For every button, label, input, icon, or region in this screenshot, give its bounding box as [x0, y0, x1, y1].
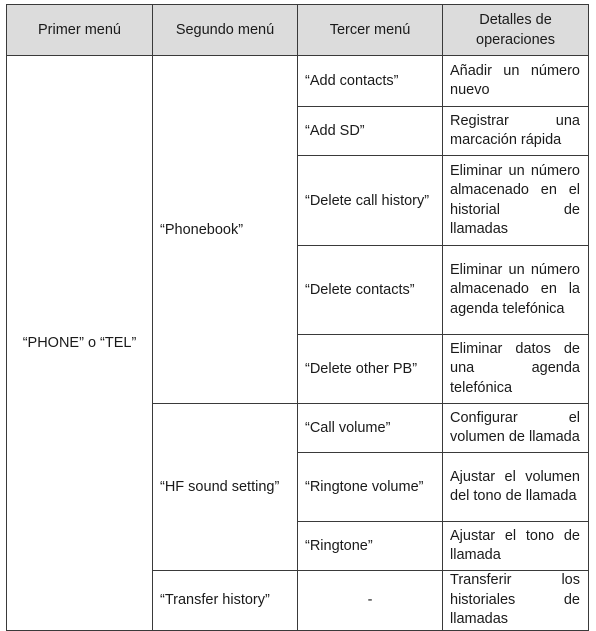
details-cell: Eliminar datos de una agenda telefónica: [443, 335, 589, 404]
details-cell: Ajustar el tono de llamada: [443, 522, 589, 571]
table-row: [7, 56, 589, 107]
third-menu-cell: “Ringtone volume”: [298, 453, 443, 522]
third-menu-cell: “Delete other PB”: [298, 335, 443, 404]
second-menu-cell: “Transfer history”: [153, 571, 298, 631]
details-cell: Eliminar un número almacenado en el historial de llamadas: [443, 156, 589, 246]
third-menu-cell: “Delete call history”: [298, 156, 443, 246]
details-cell: Añadir un número nuevo: [443, 56, 589, 107]
details-cell: Configurar el volumen de llamada: [443, 404, 589, 453]
third-menu-cell: -: [298, 571, 443, 631]
menu-table: [6, 4, 589, 631]
third-menu-cell: “Call volume”: [298, 404, 443, 453]
third-menu-cell: “Add SD”: [298, 107, 443, 156]
second-menu-cell: “Phonebook”: [153, 56, 298, 404]
header-details: Detalles de operaciones: [443, 5, 589, 56]
details-cell: Transferir los historiales de llamadas: [443, 571, 589, 631]
details-cell: Registrar una marcación rápida: [443, 107, 589, 156]
second-menu-cell: “HF sound setting”: [153, 404, 298, 571]
first-menu-cell: “PHONE” o “TEL”: [7, 56, 153, 631]
third-menu-cell: “Delete contacts”: [298, 246, 443, 335]
header-row: [7, 5, 589, 56]
details-cell: Eliminar un número almacenado en la agenda telefónica: [443, 246, 589, 335]
header-first-menu: Primer menú: [7, 5, 153, 56]
third-menu-cell: “Add contacts”: [298, 56, 443, 107]
header-second-menu: Segundo menú: [153, 5, 298, 56]
third-menu-cell: “Ringtone”: [298, 522, 443, 571]
details-cell: Ajustar el volumen del tono de llamada: [443, 453, 589, 522]
header-third-menu: Tercer menú: [298, 5, 443, 56]
